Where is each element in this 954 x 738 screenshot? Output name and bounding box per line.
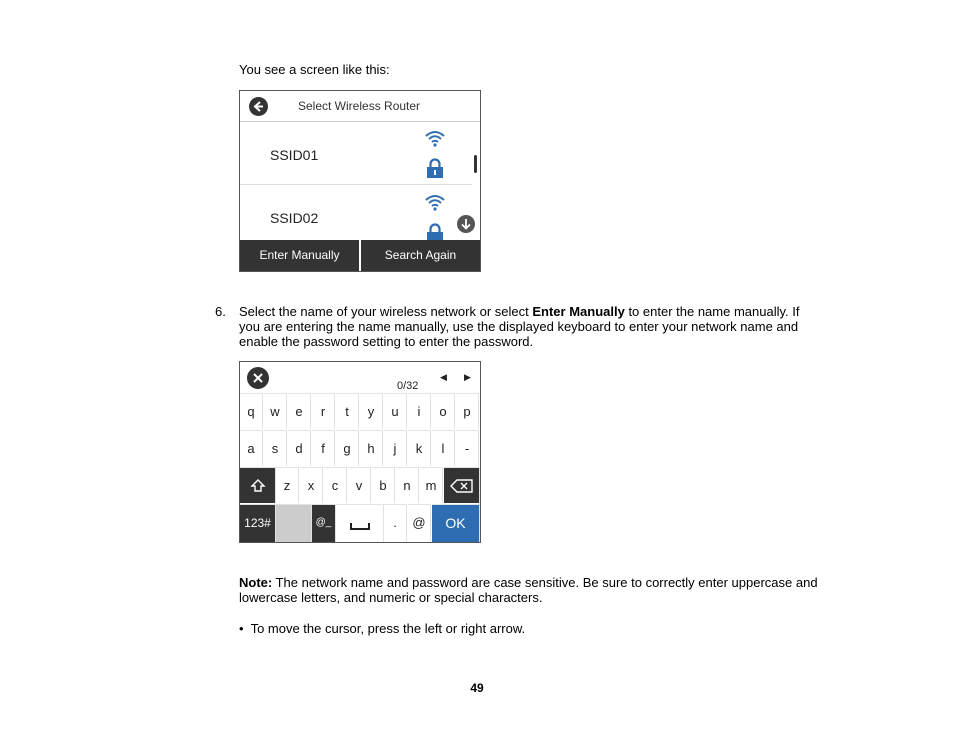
search-again-button[interactable]: Search Again [361, 240, 480, 271]
router-button-bar [240, 240, 480, 271]
key[interactable]: z [276, 467, 299, 503]
key[interactable]: p [456, 393, 479, 429]
wifi-icon [424, 130, 446, 147]
keyboard-row-2 [240, 430, 480, 467]
key[interactable]: v [348, 467, 371, 503]
wifi-icon [424, 194, 446, 211]
at-underscore-key[interactable]: @_ [312, 504, 336, 542]
key[interactable]: w [264, 393, 287, 429]
key[interactable]: k [408, 430, 431, 466]
keyboard-row-4 [240, 504, 480, 542]
keyboard-screen [239, 361, 481, 543]
note [239, 575, 839, 605]
router-screen [239, 90, 481, 272]
step-text-after: to enter the name manually. If you are entering the name manually, use the displayed keyboard to enter your network name and enable the password setting to enter the password. [239, 304, 800, 349]
back-arrow-icon[interactable] [249, 97, 268, 116]
key[interactable]: u [384, 393, 407, 429]
bullet-item [239, 621, 525, 636]
key[interactable]: o [432, 393, 455, 429]
key[interactable]: h [360, 430, 383, 466]
key[interactable]: t [336, 393, 359, 429]
note-text: The network name and password are case sensitive. Be sure to correctly enter uppercase and lowercase letters, and numeric or special characters. [239, 575, 818, 605]
ssid-label: SSID01 [270, 147, 319, 163]
key[interactable]: y [360, 393, 383, 429]
key[interactable]: e [288, 393, 311, 429]
router-header [240, 91, 480, 122]
intro-text: You see a screen like this: [239, 62, 390, 77]
arrow-left-icon[interactable]: ◀ [440, 372, 447, 382]
bullet-mark: • [239, 621, 244, 636]
mode-123-key[interactable]: 123# [240, 504, 276, 542]
key[interactable]: q [240, 393, 263, 429]
key[interactable]: i [408, 393, 431, 429]
arrow-right-icon[interactable]: ▶ [464, 372, 471, 382]
key[interactable]: f [312, 430, 335, 466]
lock-icon [426, 158, 444, 178]
step-text [239, 304, 819, 349]
step-text-before: Select the name of your wireless network or select [239, 304, 533, 319]
step-text-bold: Enter Manually [532, 304, 625, 319]
bullet-text: To move the cursor, press the left or right arrow. [250, 621, 526, 636]
at-key[interactable]: @ [408, 504, 431, 542]
keyboard-row-1 [240, 393, 480, 430]
ssid-label: SSID02 [270, 210, 319, 226]
key[interactable]: j [384, 430, 407, 466]
page-number: 49 [470, 681, 484, 695]
key[interactable]: - [456, 430, 479, 466]
note-label: Note: [239, 575, 273, 590]
scrollbar[interactable] [474, 155, 477, 173]
key[interactable]: d [288, 430, 311, 466]
key[interactable]: g [336, 430, 359, 466]
dot-key[interactable]: . [384, 504, 407, 542]
key[interactable]: r [312, 393, 335, 429]
key[interactable]: l [432, 430, 455, 466]
space-icon[interactable] [336, 504, 384, 542]
ok-button[interactable]: OK [432, 504, 480, 542]
step-number: 6. [215, 304, 226, 319]
key[interactable]: n [396, 467, 419, 503]
shift-icon[interactable] [240, 467, 276, 503]
key[interactable]: m [420, 467, 443, 503]
key[interactable]: a [240, 430, 263, 466]
key[interactable]: b [372, 467, 395, 503]
character-counter: 0/32 [397, 380, 419, 392]
router-title: Select Wireless Router [298, 99, 421, 113]
keyboard-row-3 [240, 467, 480, 504]
blank-key[interactable] [276, 504, 312, 542]
close-icon[interactable] [247, 367, 269, 389]
backspace-icon[interactable] [444, 467, 480, 503]
enter-manually-button[interactable]: Enter Manually [240, 240, 359, 271]
network-list-item[interactable] [240, 122, 472, 185]
key[interactable]: x [300, 467, 323, 503]
scroll-down-icon[interactable] [457, 215, 475, 233]
key[interactable]: c [324, 467, 347, 503]
key[interactable]: s [264, 430, 287, 466]
